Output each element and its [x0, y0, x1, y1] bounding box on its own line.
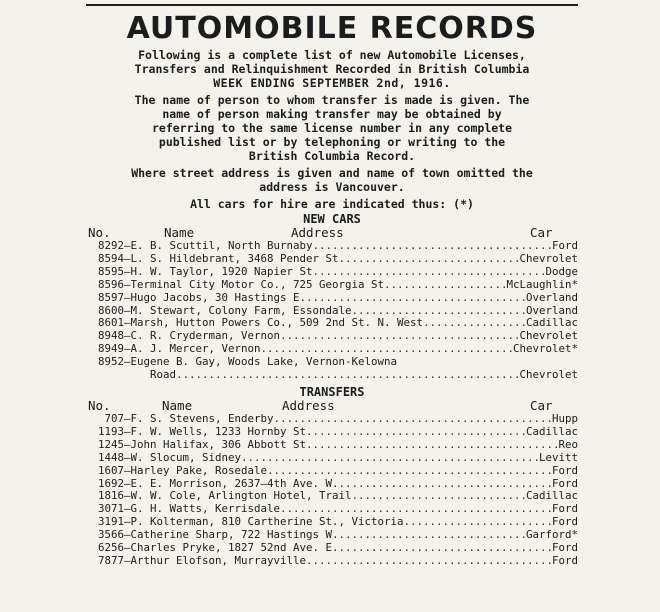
entry-name-address: Marsh, Hutton Powers Co., 509 2nd St. N. West [130, 317, 424, 330]
entry-car: Chevrolet [519, 251, 578, 265]
entry-dash: — [124, 463, 131, 477]
list-item [86, 413, 578, 426]
leader-dots [176, 369, 518, 382]
leader-dots [352, 490, 525, 503]
clipping [86, 12, 578, 568]
page-title: AUTOMOBILE RECORDS [126, 11, 538, 46]
entry-dash: — [124, 515, 131, 529]
leader-dots [267, 465, 551, 478]
entry-number: 1245 [97, 437, 124, 451]
entry-dash: — [124, 251, 131, 265]
entry-dash: — [124, 264, 131, 278]
entry-car: Chevrolet [519, 329, 578, 343]
entry-car: Garford* [525, 528, 578, 542]
leader-dots [313, 426, 525, 439]
entry-dash: — [124, 316, 131, 330]
entry-number: 1193 [97, 424, 124, 438]
list-item [86, 542, 578, 555]
entry-name-address: F. S. Stevens, Enderby [130, 412, 274, 425]
intro-line: Transfers and Relinquishment Recorded in British Columbia [134, 62, 530, 76]
entry-car: Cadillac [525, 424, 578, 438]
col-address: Address [291, 225, 344, 240]
entry-continuation: Road [150, 368, 177, 382]
list-item [86, 279, 578, 292]
entry-name-address: H. W. Taylor, 1920 Napier St [130, 265, 313, 278]
list-item [86, 426, 578, 439]
list-item [86, 478, 578, 491]
entry-name-address: Terminal City Motor Co., 725 Georgia St [130, 278, 385, 291]
list-item [86, 529, 578, 542]
entry-number: 8601 [97, 316, 124, 330]
street-note-line: Where street address is given and name of town omitted the [131, 166, 533, 180]
intro-line: Following is a complete list of new Automobile Licenses, [138, 48, 526, 62]
leader-dots [384, 279, 505, 292]
entry-number: 1816 [97, 489, 124, 503]
entry-number: 8952 [97, 355, 124, 369]
leader-dots [274, 413, 551, 426]
entry-dash: — [124, 329, 131, 343]
list-item [86, 253, 578, 266]
entry-car: Hupp [551, 411, 578, 425]
entry-car: Cadillac [525, 489, 578, 503]
entry-car: Ford [551, 515, 578, 529]
entry-car: Cadillac [525, 316, 578, 330]
entry-number: 707 [104, 411, 124, 425]
entry-name-address: P. Kolterman, 810 Cartherine St., Victoria [130, 516, 404, 529]
entry-car: Reo [558, 437, 578, 451]
note-line: referring to the same license number in any complete [151, 121, 513, 135]
list-item [86, 503, 578, 516]
leader-dots [423, 317, 525, 330]
entry-number: 8595 [97, 264, 124, 278]
col-address: Address [282, 397, 335, 413]
entry-car: Levitt [538, 450, 578, 464]
entry-dash: — [124, 476, 131, 490]
list-item [86, 555, 578, 568]
leader-dots [306, 555, 551, 568]
entry-name-address: Harley Pake, Rosedale [130, 464, 268, 477]
entry-number: 8949 [97, 342, 124, 356]
leader-dots [280, 503, 551, 516]
leader-dots [339, 253, 519, 266]
entry-dash: — [124, 277, 131, 291]
entry-dash: — [124, 489, 131, 503]
list-item-continued [86, 369, 578, 382]
entry-name-address: M. Stewart, Colony Farm, Essondale [130, 304, 352, 317]
transfers-column-header [86, 399, 578, 413]
entry-dash: — [124, 424, 131, 438]
list-item [86, 317, 578, 330]
entry-car: Ford [551, 476, 578, 490]
entry-name-address: W. W. Cole, Arlington Hotel, Trail [130, 490, 352, 503]
entry-number: 7877 [97, 553, 124, 567]
entry-car: Ford [551, 502, 578, 516]
note-line: British Columbia Record. [248, 149, 416, 163]
entry-name-address: L. S. Hildebrant, 3468 Pender St [130, 252, 339, 265]
entry-name-address: Charles Pryke, 1827 52nd Ave. E. [130, 542, 339, 555]
entry-dash: — [124, 437, 131, 451]
intro [86, 48, 578, 76]
entry-name-address: F. W. Wells, 1233 Hornby St. [130, 425, 313, 438]
entry-name-address: E. B. Scuttil, North Burnaby [130, 240, 313, 252]
entry-name-address: A. J. Mercer, Vernon [130, 343, 261, 356]
transfers-heading: TRANSFERS [299, 384, 365, 399]
entry-name-address: E. E. Morrison, 2637—4th Ave. W. [130, 477, 339, 490]
entry-name-address: W. Slocum, Sidney [130, 451, 242, 464]
entry-car: Overland [525, 290, 578, 304]
entry-number: 8597 [97, 290, 124, 304]
col-no: No. [88, 397, 111, 413]
entry-number: 8594 [97, 251, 124, 265]
entry-number: 3071 [97, 502, 124, 516]
entry-dash: — [124, 355, 131, 369]
list-item [86, 240, 578, 253]
list-item [86, 292, 578, 305]
transfer-note [86, 93, 578, 163]
entry-car: Ford [551, 541, 578, 555]
entry-dash: — [124, 290, 131, 304]
entry-name-address: John Halifax, 306 Abbott St. [130, 438, 313, 451]
top-rule [86, 4, 578, 6]
leader-dots [280, 330, 518, 343]
list-item [86, 452, 578, 465]
entry-car: Ford [551, 553, 578, 567]
col-car: Car [530, 397, 553, 413]
entry-name-address: G. H. Watts, Kerrisdale [130, 503, 281, 516]
note-line: name of person making transfer may be obtained by [162, 107, 502, 121]
entry-number: 8948 [97, 329, 124, 343]
entry-dash: — [124, 528, 131, 542]
week-ending: WEEK ENDING SEPTEMBER 2nd, 1916. [213, 76, 451, 90]
col-name: Name [164, 225, 195, 240]
list-item [86, 330, 578, 343]
leader-dots [261, 343, 512, 356]
entry-dash: — [124, 303, 131, 317]
list-item [86, 465, 578, 478]
entry-number: 3191 [97, 515, 124, 529]
entry-car: Chevrolet* [512, 342, 578, 356]
list-item [86, 439, 578, 452]
street-note-line: address is Vancouver. [259, 180, 405, 194]
hire-note: All cars for hire are indicated thus: (*) [190, 197, 474, 211]
leader-dots [313, 266, 545, 279]
street-note [86, 166, 578, 194]
entry-car: Ford [551, 239, 578, 252]
leader-dots [339, 478, 551, 491]
entry-name-address: Eugene B. Gay, Woods Lake, Vernon-Kelowna [130, 356, 398, 369]
list-item [86, 490, 578, 503]
col-name: Name [162, 397, 193, 413]
entry-number: 6256 [97, 541, 124, 555]
entry-car: Overland [525, 303, 578, 317]
entry-number: 1607 [97, 463, 124, 477]
entry-car: McLaughlin* [506, 277, 578, 291]
entry-car: Ford [551, 463, 578, 477]
note-line: The name of person to whom transfer is made is given. The [134, 93, 530, 107]
note-line: published list or by telephoning or writing to the [158, 135, 506, 149]
new-cars-list [86, 240, 578, 382]
leader-dots [306, 292, 525, 305]
leader-dots [241, 452, 538, 465]
new-cars-heading: NEW CARS [303, 212, 361, 226]
col-car: Car [530, 225, 553, 240]
leader-dots [313, 240, 551, 253]
entry-dash: — [124, 411, 131, 425]
entry-number: 1692 [97, 476, 124, 490]
entry-dash: — [124, 553, 131, 567]
entry-car: Chevrolet [519, 368, 578, 382]
entry-dash: — [124, 541, 131, 555]
entry-name-address: C. R. Cryderman, Vernon [130, 330, 281, 343]
entry-number: 8292 [97, 239, 124, 252]
list-item [86, 305, 578, 318]
entry-dash: — [124, 502, 131, 516]
list-item [86, 343, 578, 356]
list-item [86, 516, 578, 529]
transfers-list [86, 413, 578, 568]
leader-dots [352, 305, 525, 318]
list-item [86, 266, 578, 279]
entry-car: Dodge [545, 264, 578, 278]
entry-dash: — [124, 239, 131, 252]
entry-number: 3566 [97, 528, 124, 542]
entry-dash: — [124, 342, 131, 356]
col-no: No. [88, 225, 111, 240]
entry-number: 1448 [97, 450, 124, 464]
entry-number: 8596 [97, 277, 124, 291]
leader-dots [339, 529, 525, 542]
entry-dash: — [124, 450, 131, 464]
entry-number: 8600 [97, 303, 124, 317]
entry-name-address: Hugo Jacobs, 30 Hastings E. [130, 291, 307, 304]
entry-name-address: Arthur Elofson, Murrayville [130, 554, 307, 567]
leader-dots [339, 542, 551, 555]
leader-dots [313, 439, 558, 452]
entry-name-address: Catherine Sharp, 722 Hastings W. [130, 529, 339, 542]
new-cars-column-header [86, 226, 578, 240]
